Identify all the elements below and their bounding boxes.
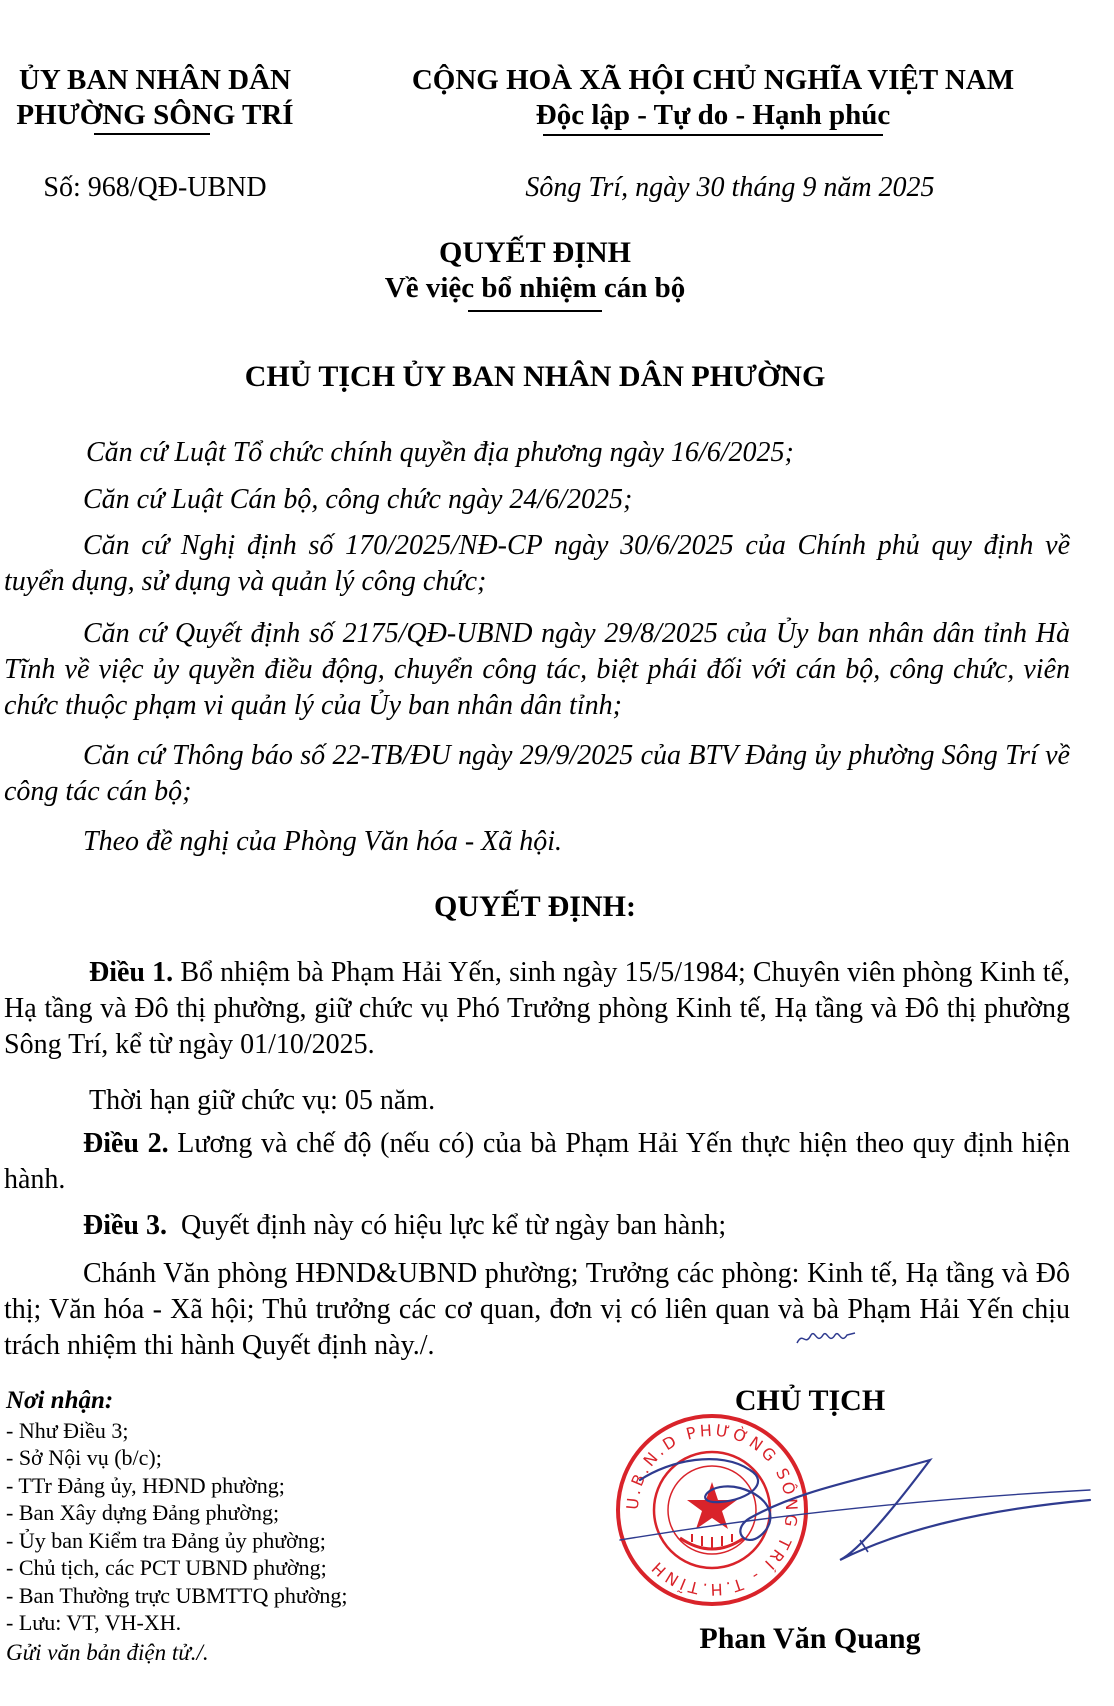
agency-line1: ỦY BAN NHÂN DÂN [18, 64, 291, 96]
recipient-item: - Như Điều 3; [6, 1418, 129, 1443]
recipient-item: - TTr Đảng ủy, HĐND phường; [6, 1473, 285, 1498]
basis-4: Căn cứ Quyết định số 2175/QĐ-UBND ngày 29/8/2025 của Ủy ban nhân dân tỉnh Hà Tĩnh về việc ủy quyền điều động, chuyển công tác, biệt phái đối với cán bộ, công chức, viên chức thuộc phạm vi quản lý của Ủy ban nhân dân tỉnh; [4, 618, 1070, 721]
decision-heading: QUYẾT ĐỊNH: [434, 890, 636, 923]
signer-name: Phan Văn Quang [699, 1622, 921, 1655]
recipient-item: - Sở Nội vụ (b/c); [6, 1445, 162, 1470]
document-title: QUYẾT ĐỊNH [439, 236, 631, 269]
recipient-item: - Chủ tịch, các PCT UBND phường; [6, 1555, 327, 1580]
article-1-text: Bổ nhiệm bà Phạm Hải Yến, sinh ngày 15/5/1984; Chuyên viên phòng Kinh tế, Hạ tầng và Đô thị phường, giữ chức vụ Phó Trưởng phòng Kinh tế, Hạ tầng và Đô thị phường Sông Trí, kể từ ngày 01/10/2025. [4, 957, 1071, 1060]
article-1 [4, 955, 1070, 1063]
article-2-label: Điều 2. [83, 1128, 169, 1159]
signature-scribble [600, 1440, 1100, 1580]
article-3 [83, 1208, 726, 1244]
article-2-text: Lương và chế độ (nếu có) của bà Phạm Hải Yến thực hiện theo quy định hiện hành. [4, 1128, 1070, 1195]
svg-text:U.B.N.D PHƯỜNG SÔNG TRÍ - T.H.: U.B.N.D PHƯỜNG SÔNG TRÍ - T.H.TĨNH [622, 1420, 802, 1600]
nation-line1: CỘNG HOÀ XÃ HỘI CHỦ NGHĨA VIỆT NAM [411, 64, 1015, 96]
document-subject: Về việc bổ nhiệm cán bộ [384, 272, 686, 304]
article-3-executors: Chánh Văn phòng HĐND&UBND phường; Trưởng các phòng: Kinh tế, Hạ tầng và Đô thị; Văn hóa - Xã hội; Thủ trưởng các cơ quan, đơn vị có liên quan và bà Phạm Hải Yến chịu trách nhiệm thi hành Quyết định này./. [4, 1258, 1070, 1361]
doc-number: Số: 968/QĐ-UBND [43, 172, 267, 203]
basis-3: Căn cứ Nghị định số 170/2025/NĐ-CP ngày 30/6/2025 của Chính phủ quy định về tuyển dụng, sử dụng và quản lý công chức; [4, 530, 1070, 597]
recipients-note: Gửi văn bản điện tử./. [6, 1640, 209, 1665]
agency-underline [94, 133, 210, 135]
article-2 [4, 1126, 1070, 1198]
article-3-label: Điều 3. [83, 1210, 167, 1241]
basis-2: Căn cứ Luật Cán bộ, công chức ngày 24/6/2025; [83, 484, 633, 515]
recipient-item: - Lưu: VT, VH-XH. [6, 1610, 182, 1635]
nation-motto: Độc lập - Tự do - Hạnh phúc [535, 99, 891, 131]
recipient-item: - Ban Thường trực UBMTTQ phường; [6, 1583, 348, 1608]
basis-1: Căn cứ Luật Tổ chức chính quyền địa phương ngày 16/6/2025; [86, 437, 794, 468]
recipient-item: - Ban Xây dựng Đảng phường; [6, 1500, 280, 1525]
motto-underline [543, 134, 883, 136]
article-1-term: Thời hạn giữ chức vụ: 05 năm. [89, 1085, 436, 1116]
basis-5: Căn cứ Thông báo số 22-TB/ĐU ngày 29/9/2025 của BTV Đảng ủy phường Sông Trí về công tác cán bộ; [4, 740, 1070, 807]
article-3-text: Quyết định này có hiệu lực kể từ ngày ban hành; [181, 1210, 727, 1241]
subject-underline [468, 310, 602, 312]
recipients-label: Nơi nhận: [6, 1387, 114, 1414]
agency-line2: PHƯỜNG SÔNG TRÍ [16, 99, 294, 131]
issuing-authority: CHỦ TỊCH ỦY BAN NHÂN DÂN PHƯỜNG [244, 360, 826, 393]
signer-title: CHỦ TỊCH [734, 1384, 886, 1417]
initial-mark [795, 1327, 857, 1349]
basis-6: Theo đề nghị của Phòng Văn hóa - Xã hội. [83, 826, 563, 857]
place-date: Sông Trí, ngày 30 tháng 9 năm 2025 [525, 172, 935, 203]
article-1-label: Điều 1. [89, 957, 174, 988]
recipient-item: - Ủy ban Kiểm tra Đảng ủy phường; [6, 1528, 326, 1553]
